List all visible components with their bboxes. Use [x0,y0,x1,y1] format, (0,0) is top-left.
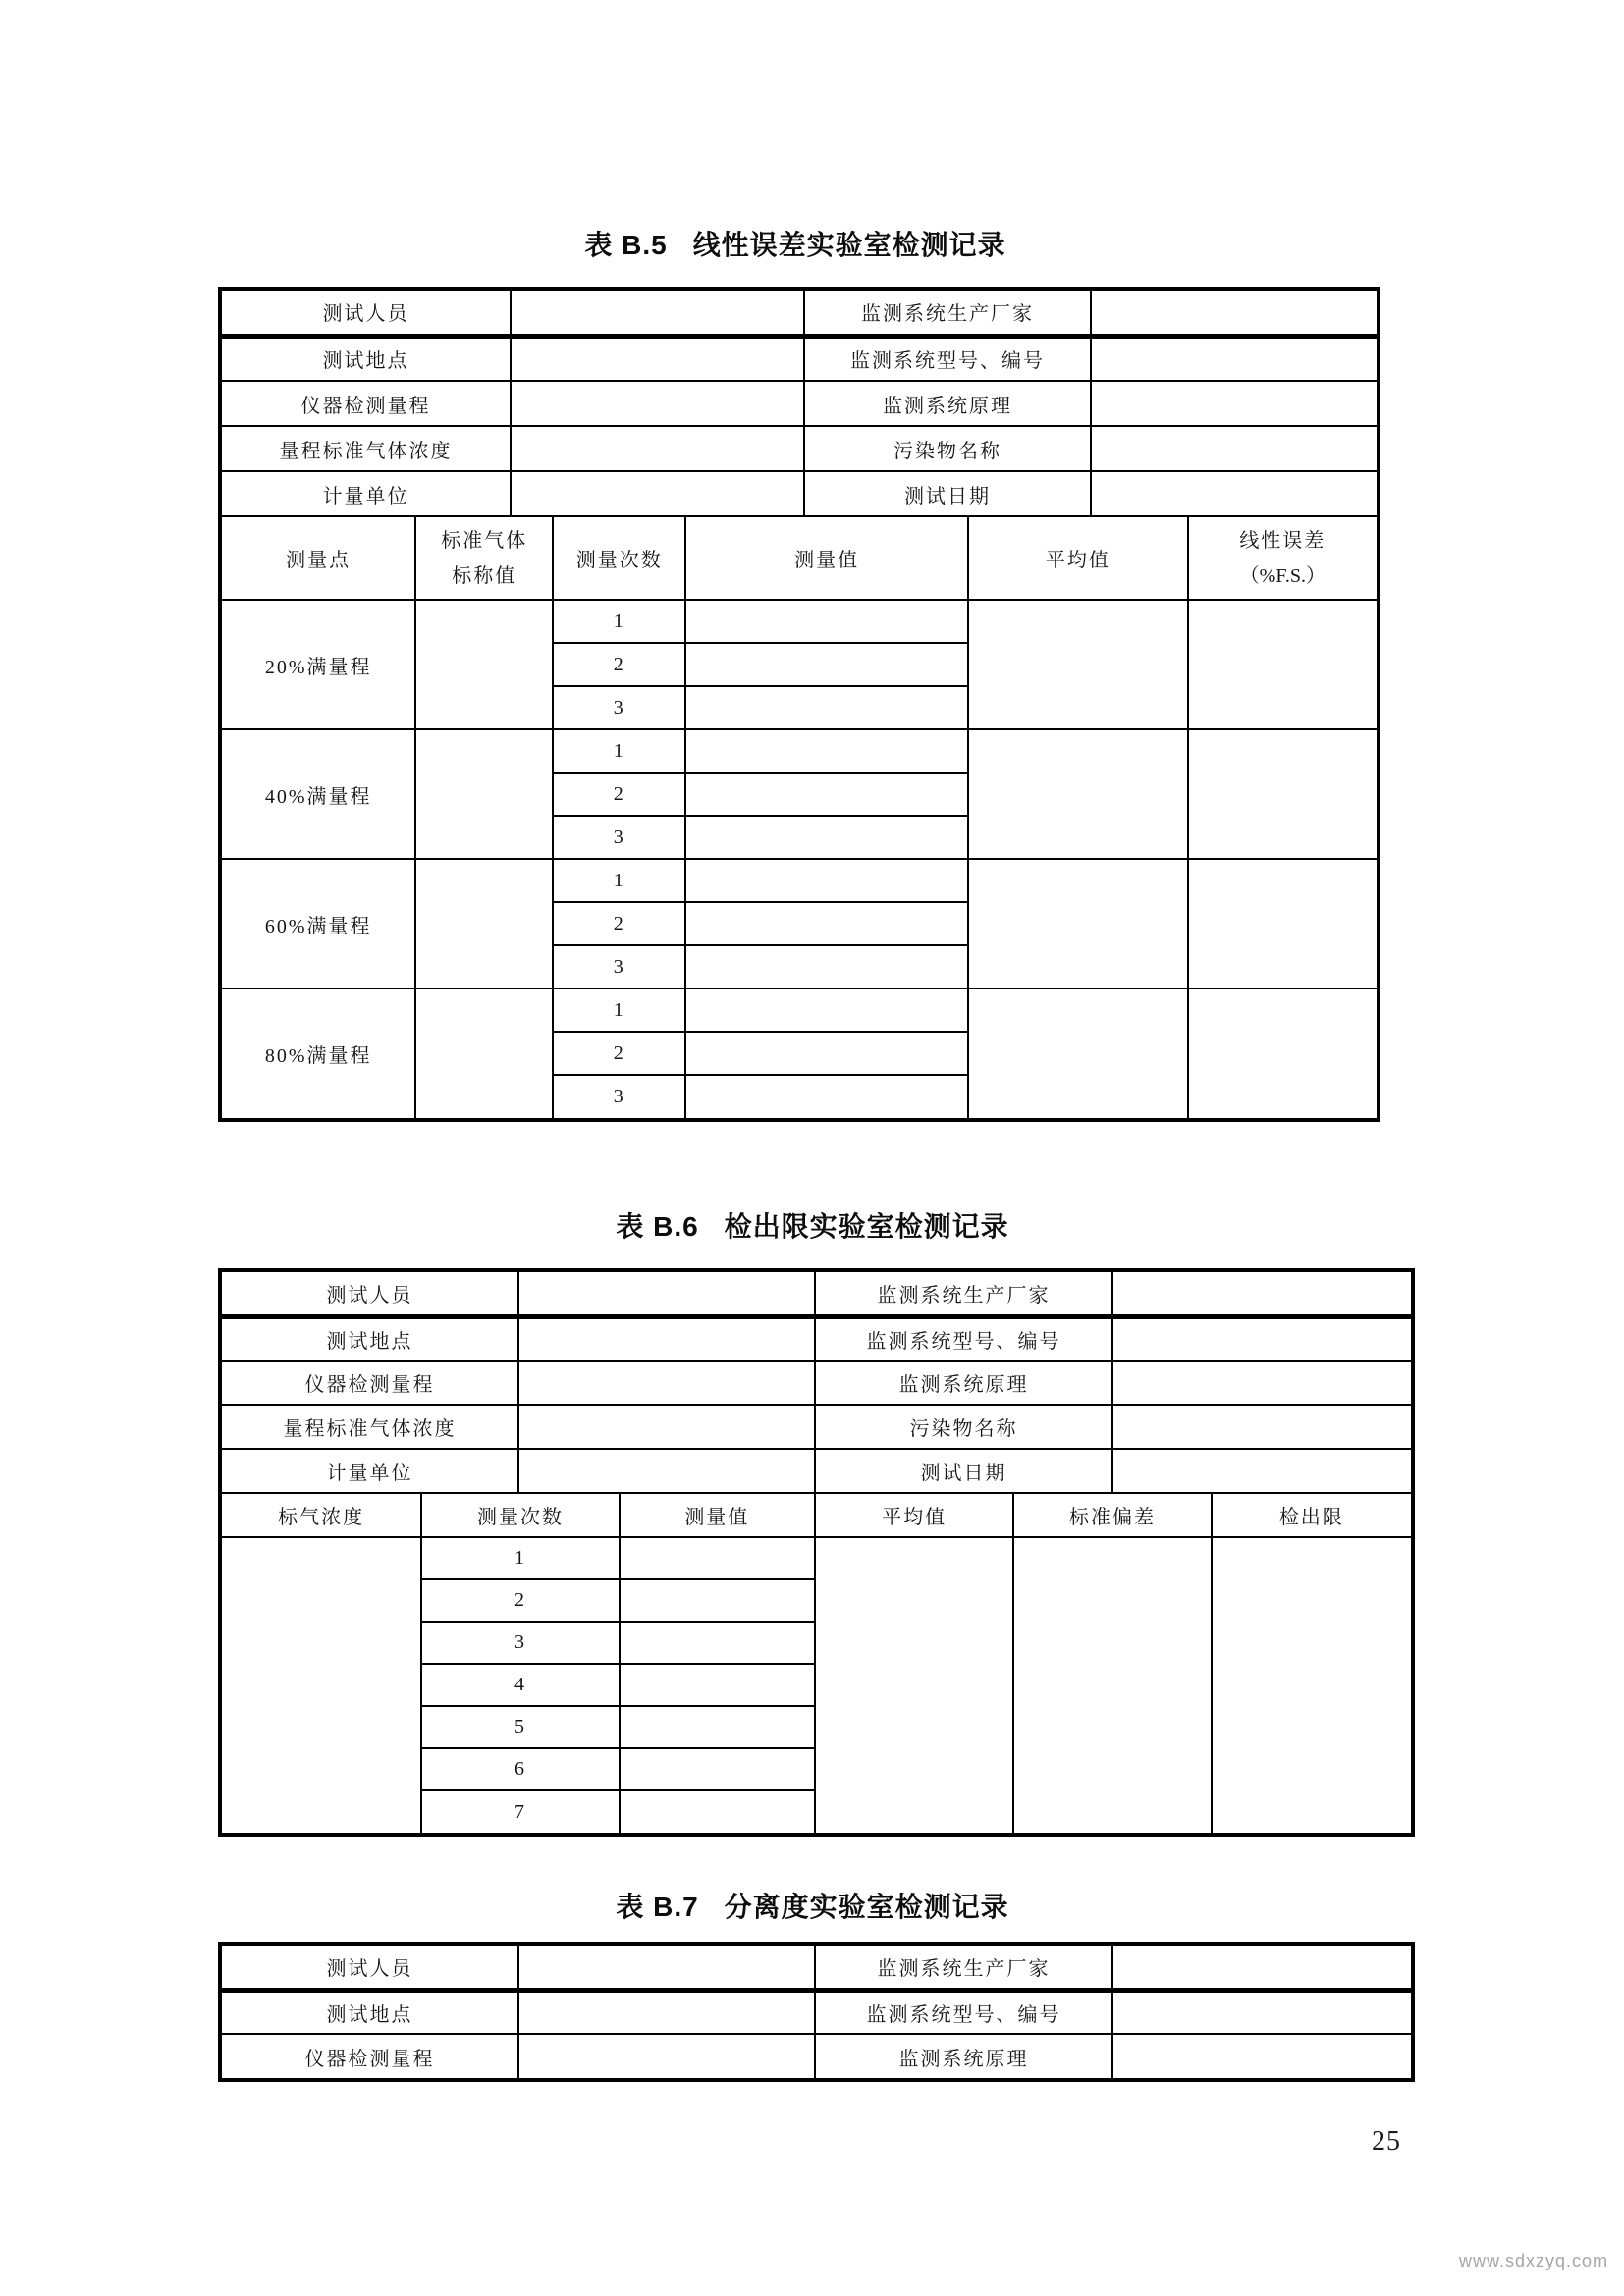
info-label: 监测系统型号、编号 [815,1990,1112,2034]
page-number: 25 [1372,2126,1401,2157]
col-header-standard-gas-line2: 标称值 [452,564,517,587]
watermark: www.sdxzyq.com [1458,2251,1608,2270]
info-label: 测试人员 [222,291,511,336]
measurement-header-row [222,517,1377,600]
measured-value-cell [685,600,968,643]
info-label: 量程标准气体浓度 [222,1405,518,1449]
trial-number: 6 [421,1748,619,1790]
info-value [518,2034,815,2078]
measured-value-cell [620,1537,815,1579]
measured-value-cell [685,773,968,816]
info-row [222,1361,1411,1405]
info-value [1112,1946,1411,1990]
info-label: 监测系统原理 [804,381,1091,426]
trial-number: 1 [553,729,685,773]
trial-number: 4 [421,1664,619,1706]
info-value [1112,1405,1411,1449]
col-header-linear-error-line2: （%F.S.） [1239,564,1326,587]
info-label: 监测系统原理 [815,2034,1112,2078]
info-value [511,426,804,471]
standard-gas-value-cell [415,988,553,1118]
measured-value-cell [685,816,968,859]
table-b5-title [218,224,1373,263]
info-value [1112,1361,1411,1405]
trial-number: 2 [553,643,685,686]
measured-value-cell [685,945,968,988]
info-value [518,1405,815,1449]
table-b7-title-text: 分离度实验室检测记录 [724,1892,1009,1922]
measured-value-cell [685,729,968,773]
table-b7 [218,1942,1415,2082]
trial-number: 3 [553,816,685,859]
col-header-detection-limit: 检出限 [1212,1494,1411,1537]
info-row [222,1946,1411,1990]
table-b5-title-number: 表 B.5 [584,230,668,260]
average-value-cell [968,859,1188,988]
info-row [222,1449,1411,1493]
info-label: 仪器检测量程 [222,381,511,426]
col-header-measure-times: 测量次数 [553,517,685,600]
info-label: 污染物名称 [815,1405,1112,1449]
col-header-standard-gas-nominal [415,517,553,600]
measured-value-cell [620,1664,815,1706]
measured-value-cell [685,988,968,1032]
measured-value-cell [620,1579,815,1622]
info-value [1091,381,1377,426]
info-label: 监测系统生产厂家 [815,1272,1112,1316]
info-label: 仪器检测量程 [222,1361,518,1405]
trial-number: 2 [553,773,685,816]
measured-value-cell [685,859,968,902]
group-label-60: 60%满量程 [222,859,415,988]
trial-number: 3 [553,945,685,988]
trial-number: 2 [553,1032,685,1075]
col-header-standard-gas-concentration: 标气浓度 [222,1494,421,1537]
table-b5-title-text: 线性误差实验室检测记录 [692,230,1006,260]
info-label: 计量单位 [222,471,511,516]
col-header-average: 平均值 [815,1494,1013,1537]
standard-gas-value-cell [415,600,553,729]
col-header-measure-times: 测量次数 [421,1494,619,1537]
info-label: 计量单位 [222,1449,518,1493]
measured-value-cell [685,643,968,686]
standard-deviation-cell [1013,1537,1211,1833]
group-label-20: 20%满量程 [222,600,415,729]
trial-number: 3 [553,1075,685,1118]
info-value [518,1272,815,1316]
measurement-header-row [222,1494,1411,1537]
table-b5-measurement-section [222,517,1377,1118]
average-value-cell [968,600,1188,729]
info-value [1112,1272,1411,1316]
trial-number: 1 [553,988,685,1032]
info-row [222,381,1377,426]
info-value [511,381,804,426]
info-value [1091,471,1377,516]
standard-gas-concentration-cell [222,1537,421,1833]
measurement-row [222,729,1377,773]
standard-gas-value-cell [415,729,553,859]
info-label: 测试人员 [222,1272,518,1316]
info-row [222,1272,1411,1316]
col-header-linear-error-line1: 线性误差 [1239,529,1326,552]
info-label: 仪器检测量程 [222,2034,518,2078]
measurement-row [222,988,1377,1032]
info-label: 测试日期 [815,1449,1112,1493]
info-row [222,291,1377,336]
col-header-standard-gas-line1: 标准气体 [441,529,528,552]
standard-gas-value-cell [415,859,553,988]
info-value [511,471,804,516]
info-value [518,1361,815,1405]
col-header-measure-value: 测量值 [620,1494,815,1537]
col-header-measure-value: 测量值 [685,517,968,600]
info-value [1091,291,1377,336]
table-b6-measurement-section [222,1494,1411,1833]
trial-number: 3 [421,1622,619,1664]
linear-error-cell [1188,600,1377,729]
measurement-row [222,859,1377,902]
info-label: 量程标准气体浓度 [222,426,511,471]
average-value-cell [968,988,1188,1118]
info-row [222,1990,1411,2034]
info-value [1112,1449,1411,1493]
info-row [222,471,1377,516]
measured-value-cell [685,902,968,945]
info-label: 测试日期 [804,471,1091,516]
info-row [222,2034,1411,2078]
linear-error-cell [1188,729,1377,859]
average-value-cell [968,729,1188,859]
trial-number: 2 [553,902,685,945]
info-value [1091,336,1377,381]
table-b6 [218,1268,1415,1837]
linear-error-cell [1188,859,1377,988]
info-value [518,1449,815,1493]
measured-value-cell [620,1748,815,1790]
measured-value-cell [685,1032,968,1075]
measured-value-cell [685,1075,968,1118]
table-b7-info-section [222,1946,1411,2078]
info-label: 监测系统生产厂家 [815,1946,1112,1990]
info-row [222,1405,1411,1449]
info-row [222,1316,1411,1361]
info-value [1112,2034,1411,2078]
measured-value-cell [620,1706,815,1748]
info-value [1112,1990,1411,2034]
table-b5-info-section [222,291,1377,517]
trial-number: 7 [421,1790,619,1833]
average-value-cell [815,1537,1013,1833]
group-label-80: 80%满量程 [222,988,415,1118]
col-header-measure-point: 测量点 [222,517,415,600]
table-b7-title [218,1886,1407,1925]
info-value [518,1990,815,2034]
info-row [222,426,1377,471]
trial-number: 5 [421,1706,619,1748]
trial-number: 3 [553,686,685,729]
info-value [511,336,804,381]
measurement-row [222,600,1377,643]
info-label: 测试地点 [222,336,511,381]
info-value [1091,426,1377,471]
info-label: 监测系统型号、编号 [815,1316,1112,1361]
col-header-linear-error [1188,517,1377,600]
col-header-average: 平均值 [968,517,1188,600]
detection-limit-cell [1212,1537,1411,1833]
group-label-40: 40%满量程 [222,729,415,859]
info-value [518,1316,815,1361]
table-b6-title [218,1205,1407,1245]
col-header-standard-deviation: 标准偏差 [1013,1494,1211,1537]
trial-number: 1 [553,859,685,902]
info-label: 测试地点 [222,1316,518,1361]
table-b6-title-number: 表 B.6 [616,1211,699,1242]
info-value [1112,1316,1411,1361]
info-row [222,336,1377,381]
measured-value-cell [620,1622,815,1664]
trial-number: 1 [553,600,685,643]
measured-value-cell [685,686,968,729]
trial-number: 1 [421,1537,619,1579]
measurement-row [222,1537,1411,1579]
info-value [518,1946,815,1990]
info-label: 监测系统生产厂家 [804,291,1091,336]
table-b7-title-number: 表 B.7 [616,1892,699,1922]
info-label: 污染物名称 [804,426,1091,471]
info-label: 监测系统型号、编号 [804,336,1091,381]
info-label: 监测系统原理 [815,1361,1112,1405]
measured-value-cell [620,1790,815,1833]
info-value [511,291,804,336]
table-b6-title-text: 检出限实验室检测记录 [724,1211,1009,1242]
trial-number: 2 [421,1579,619,1622]
table-b5 [218,287,1380,1122]
info-label: 测试人员 [222,1946,518,1990]
table-b6-info-section [222,1272,1411,1494]
info-label: 测试地点 [222,1990,518,2034]
linear-error-cell [1188,988,1377,1118]
